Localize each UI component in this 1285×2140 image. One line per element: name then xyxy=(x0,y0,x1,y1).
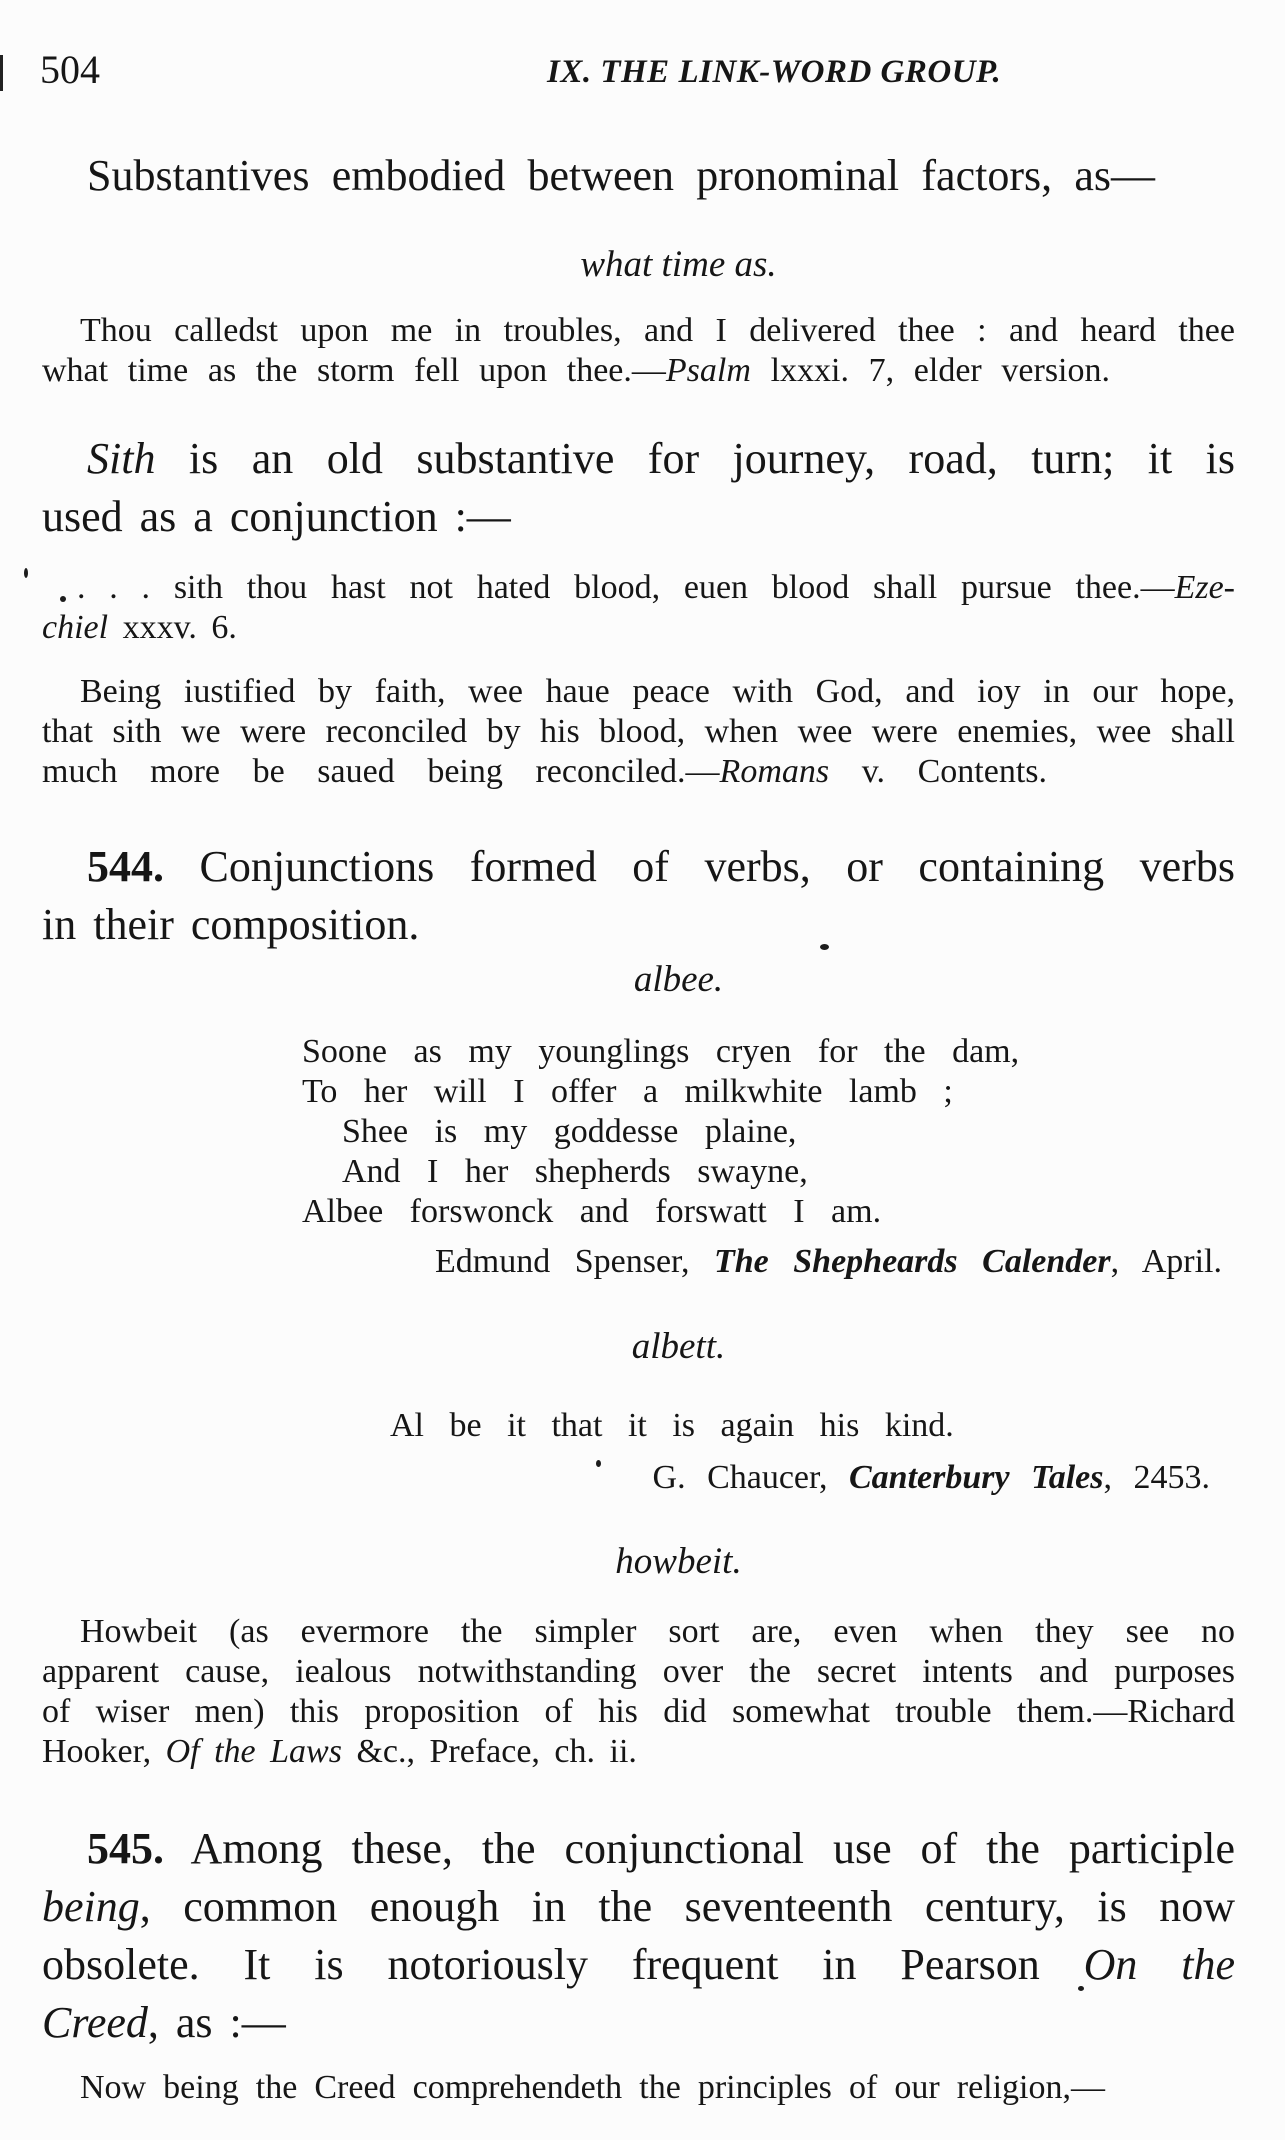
body-line xyxy=(42,1994,1235,2052)
sith-paragraph xyxy=(42,430,1235,546)
work-ref: , 2453. xyxy=(1103,1459,1210,1496)
term-albett: albett. xyxy=(631,1326,726,1367)
section-number: 544. xyxy=(87,842,164,891)
section-544 xyxy=(42,838,1235,954)
romans-quote xyxy=(42,672,1235,792)
page-header xyxy=(0,46,1285,94)
author-name: Hooker, xyxy=(42,1733,166,1770)
source-title: chiel xyxy=(42,609,109,646)
source-title: Romans xyxy=(719,753,830,790)
quote-line xyxy=(42,752,1047,792)
work-title: Of the Laws xyxy=(165,1733,342,1770)
body-text: , as :— xyxy=(147,1998,286,2047)
spenser-poem xyxy=(302,1032,1019,1232)
poem-line: Soone as my younglings cryen for the dam, xyxy=(302,1033,1020,1070)
body-line xyxy=(42,1878,1235,1936)
body-line: used as a conjunction :— xyxy=(42,492,511,541)
work-ref: , April. xyxy=(1110,1243,1222,1280)
section-heading: Substantives embodied between pronominal factors, as— xyxy=(87,151,1155,200)
source-title: Eze- xyxy=(1174,569,1235,606)
section-number: 545. xyxy=(87,1824,164,1873)
pearson-quote-line: Now being the Creed comprehendeth the principles of our religion,— xyxy=(80,2069,1105,2106)
ink-speck xyxy=(24,568,28,578)
quote-text: what time as the storm fell upon thee.— xyxy=(42,352,666,389)
poem-line: Shee is my goddesse plaine, xyxy=(342,1113,797,1150)
quote-line xyxy=(42,568,1235,608)
term-what-time-as: what time as. xyxy=(580,244,777,285)
work-title: Creed xyxy=(42,1998,148,2047)
body-text: is an old substantive for journey, road, turn; it is xyxy=(155,434,1235,483)
chaucer-attribution xyxy=(42,1458,1210,1498)
quote-line: of wiser men) this proposition of his did somewhat trouble them.—Richard xyxy=(42,1693,1235,1730)
body-line xyxy=(42,1936,1235,1994)
chaucer-quote-line: Al be it that it is again his kind. xyxy=(390,1407,954,1444)
source-ref: lxxxi. 7, elder version. xyxy=(750,352,1110,389)
page-number: 504 xyxy=(40,47,100,92)
poem-line: To her will I offer a milkwhite lamb ; xyxy=(302,1073,953,1110)
body-line: in their composition. xyxy=(42,900,420,949)
body-text: Among these, the conjunctional use of the participle xyxy=(164,1824,1235,1873)
author-name: G. Chaucer, xyxy=(652,1459,849,1496)
emphasis-word: being xyxy=(42,1882,140,1931)
quote-text: much more be saued being reconciled.— xyxy=(42,753,720,790)
headword-sith: Sith xyxy=(87,434,156,483)
ezechiel-quote xyxy=(42,568,1235,648)
quote-line: Howbeit (as evermore the simpler sort are, even when they see no xyxy=(80,1613,1235,1650)
quote-line: that sith we were reconciled by his blood, when wee were enemies, wee shall xyxy=(42,713,1235,750)
quote-line: apparent cause, iealous notwithstanding over the secret intents and purposes xyxy=(42,1653,1235,1690)
quote-line xyxy=(42,351,1110,391)
body-line xyxy=(42,430,1235,488)
author-name: Edmund Spenser, xyxy=(435,1243,714,1280)
body-text: Conjunctions formed of verbs, or containing verbs xyxy=(164,842,1235,891)
poem-line: Albee forswonck and forswatt I am. xyxy=(302,1193,882,1230)
section-545 xyxy=(42,1820,1235,2052)
source-ref: v. Contents. xyxy=(829,753,1048,790)
source-ref: xxxv. 6. xyxy=(108,609,237,646)
work-title: On the xyxy=(1083,1940,1236,1989)
work-title: The Shepheards Calender xyxy=(714,1243,1111,1280)
quote-line: Thou calledst upon me in troubles, and I delivered thee : and heard thee xyxy=(80,312,1235,349)
running-title: IX. THE LINK-WORD GROUP. xyxy=(547,54,1002,90)
work-ref: &c., Preface, ch. ii. xyxy=(341,1733,637,1770)
term-howbeit: howbeit. xyxy=(615,1541,742,1582)
quote-text: . . . sith thou hast not hated blood, euen blood shall pursue thee.— xyxy=(77,569,1175,606)
source-title: Psalm xyxy=(665,352,751,389)
body-line xyxy=(42,1820,1235,1878)
work-title: Canterbury Tales xyxy=(848,1459,1104,1496)
quote-line: Being iustified by faith, wee haue peace with God, and ioy in our hope, xyxy=(80,673,1235,710)
spenser-attribution xyxy=(42,1242,1222,1282)
quote-line xyxy=(42,1732,1235,1772)
body-line xyxy=(42,838,1235,896)
body-text: , common enough in the seventeenth century, is now xyxy=(139,1882,1235,1931)
poem-line: And I her shepherds swayne, xyxy=(342,1153,808,1190)
body-text: obsolete. It is notoriously frequent in Pearson xyxy=(42,1940,1084,1989)
hooker-quote xyxy=(42,1612,1235,1772)
term-albee: albee. xyxy=(633,959,724,1000)
quote-line xyxy=(42,608,1235,648)
psalm-quote xyxy=(42,311,1235,391)
